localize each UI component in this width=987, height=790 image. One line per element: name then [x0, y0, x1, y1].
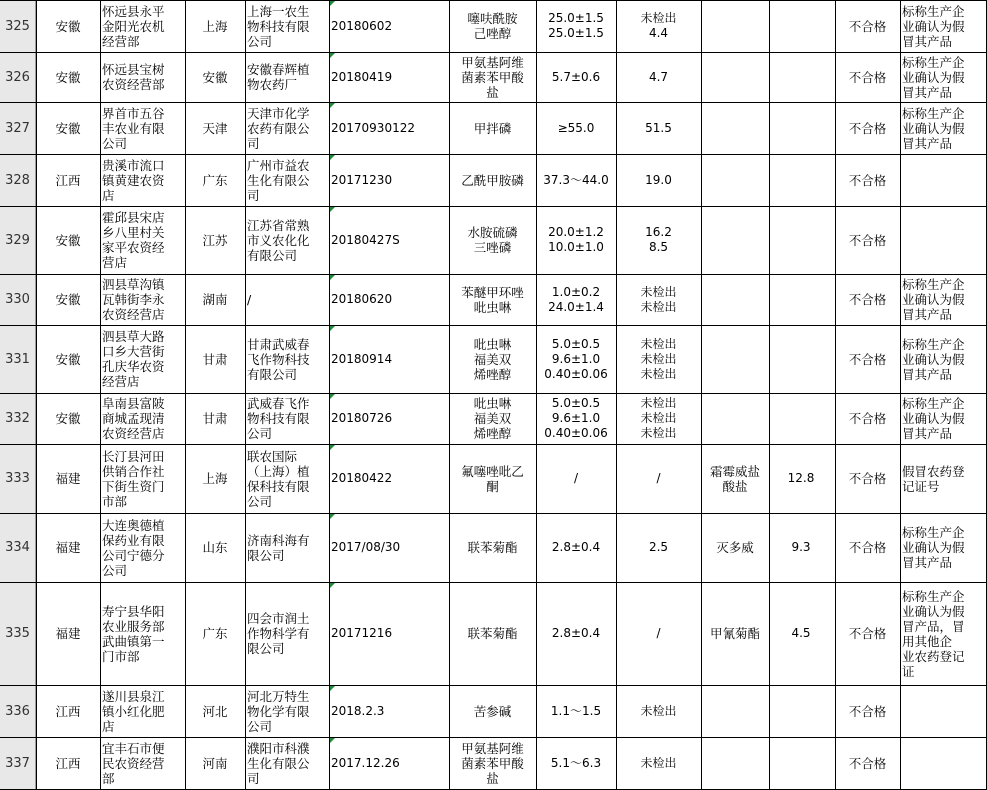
- cell-other[interactable]: [701, 737, 769, 790]
- cell-origin[interactable]: 山东: [202, 540, 228, 555]
- cell-origin[interactable]: 广东: [202, 172, 228, 188]
- cell-other[interactable]: [701, 685, 769, 737]
- cell-batch[interactable]: 2017/08/30: [331, 540, 401, 554]
- cell-found[interactable]: 未检出 未检出 未检出: [640, 396, 677, 440]
- cell-declared[interactable]: 5.1～6.3: [550, 756, 602, 770]
- cell-other-val[interactable]: [769, 393, 833, 444]
- cell-result[interactable]: 不合格: [848, 703, 887, 719]
- cell-province[interactable]: 安徽: [55, 232, 81, 248]
- cell-province[interactable]: 安徽: [55, 69, 81, 85]
- cell-other[interactable]: 霜霉威盐 酸盐: [709, 463, 760, 494]
- text-number-flag-icon: [330, 514, 335, 519]
- cell-found[interactable]: 2.5: [648, 540, 669, 554]
- cell-note[interactable]: [900, 737, 987, 790]
- cell-batch[interactable]: 20180427S: [331, 232, 400, 247]
- cell-other-val[interactable]: 4.5: [791, 626, 811, 640]
- cell-seller[interactable]: 泗县草大路 口乡大营街 孔庆华农资 经营店: [102, 329, 165, 389]
- text-number-flag-icon: [330, 275, 335, 280]
- cell-ingredient[interactable]: 苦参碱: [473, 703, 512, 719]
- text-number-flag-icon: [330, 394, 335, 399]
- row-header[interactable]: 335: [0, 582, 36, 685]
- cell-seller[interactable]: 遂川县泉江 镇小红化肥 店: [102, 688, 165, 734]
- cell-other[interactable]: 甲氰菊酯: [709, 626, 760, 641]
- cell-other-val[interactable]: 12.8: [787, 471, 815, 485]
- cell-seller[interactable]: 怀远县宝树 农资经营部: [102, 62, 165, 92]
- cell-seller[interactable]: 寿宁县华阳 农业服务部 武曲镇第一 门市部: [102, 603, 165, 664]
- cell-maker[interactable]: 联农国际 （上海）植 保科技有限 公司: [247, 448, 310, 509]
- cell-result[interactable]: 不合格: [848, 756, 887, 771]
- cell-seller[interactable]: 界首市五谷 丰农业有限 公司: [102, 105, 165, 151]
- cell-declared[interactable]: 20.0±1.2 10.0±1.0: [548, 225, 604, 254]
- cell-province[interactable]: 安徽: [55, 411, 81, 426]
- cell-note[interactable]: 标称生产企 业确认为假 冒其产品: [902, 336, 965, 382]
- row-header[interactable]: 333: [0, 444, 36, 513]
- cell-seller[interactable]: 泗县草沟镇 瓦韩街李永 农资经营店: [102, 277, 165, 322]
- text-number-flag-icon: [330, 583, 335, 588]
- text-number-flag-icon: [330, 326, 335, 331]
- cell-result[interactable]: 不合格: [848, 172, 887, 188]
- cell-result[interactable]: 不合格: [848, 292, 887, 307]
- cell-note[interactable]: 标称生产企 业确认为假 冒其产品: [902, 54, 965, 100]
- cell-batch[interactable]: 20180726: [331, 411, 393, 425]
- cell-note[interactable]: 标称生产企 业确认为假 冒其产品: [902, 105, 965, 151]
- cell-origin[interactable]: 天津: [202, 120, 228, 136]
- cell-result[interactable]: 不合格: [848, 232, 887, 248]
- text-number-flag-icon: [330, 207, 335, 212]
- cell-maker[interactable]: 甘肃武威春 飞作物科技 有限公司: [247, 336, 310, 382]
- cell-other-val[interactable]: 9.3: [791, 540, 811, 554]
- cell-batch[interactable]: 20170930122: [331, 120, 415, 135]
- cell-note[interactable]: 标称生产企 业确认为假 冒其产品: [902, 3, 965, 49]
- cell-result[interactable]: 不合格: [848, 471, 887, 486]
- cell-other[interactable]: [701, 393, 769, 444]
- cell-batch[interactable]: 20180602: [331, 18, 393, 33]
- cell-declared[interactable]: 37.3～44.0: [543, 172, 609, 187]
- cell-province[interactable]: 江西: [55, 172, 81, 188]
- cell-batch[interactable]: 20180419: [331, 69, 393, 84]
- cell-other-val[interactable]: [769, 0, 833, 52]
- row-header[interactable]: 337: [0, 737, 36, 790]
- cell-origin[interactable]: 江苏: [202, 232, 228, 248]
- cell-province[interactable]: 安徽: [55, 18, 81, 34]
- cell-result[interactable]: 不合格: [848, 411, 887, 426]
- cell-found[interactable]: 16.2 8.5: [645, 225, 672, 254]
- row-header[interactable]: 329: [0, 206, 36, 274]
- cell-other[interactable]: [701, 274, 769, 325]
- cell-other-val[interactable]: [769, 325, 833, 393]
- cell-other-val[interactable]: [769, 685, 833, 737]
- text-number-flag-icon: [330, 738, 335, 743]
- cell-maker[interactable]: 四会市润土 作物科学有 限公司: [247, 611, 310, 656]
- cell-batch[interactable]: 20171230: [331, 172, 393, 187]
- cell-ingredient[interactable]: 苯醚甲环唑 吡虫啉: [461, 284, 524, 315]
- cell-maker[interactable]: 安徽春辉植 物农药厂: [247, 62, 310, 92]
- cell-note[interactable]: 标称生产企 业确认为假 冒其产品: [902, 525, 965, 570]
- cell-province[interactable]: 福建: [55, 626, 81, 641]
- cell-note[interactable]: 假冒农药登 记证号: [902, 463, 965, 494]
- cell-batch[interactable]: 2017.12.26: [331, 756, 400, 770]
- cell-province[interactable]: 江西: [55, 703, 81, 719]
- cell-batch[interactable]: 20180422: [331, 471, 393, 485]
- cell-other-val[interactable]: [769, 274, 833, 325]
- row-header[interactable]: 325: [0, 0, 36, 52]
- cell-declared[interactable]: 25.0±1.5 25.0±1.5: [548, 11, 604, 40]
- cell-result[interactable]: 不合格: [848, 540, 887, 555]
- cell-ingredient[interactable]: 甲氨基阿维 菌素苯甲酸 盐: [461, 741, 524, 786]
- row-header[interactable]: 331: [0, 325, 36, 393]
- cell-batch[interactable]: 20180620: [331, 292, 393, 306]
- row-header[interactable]: 332: [0, 393, 36, 444]
- cell-ingredient[interactable]: 水胺硫磷 三唑磷: [467, 225, 518, 255]
- cell-origin[interactable]: 河北: [202, 703, 228, 719]
- cell-found[interactable]: /: [656, 626, 661, 640]
- cell-maker[interactable]: 武威春飞作 物科技有限 公司: [247, 396, 310, 441]
- cell-province[interactable]: 江西: [55, 756, 81, 771]
- cell-found[interactable]: 4.7: [648, 69, 669, 84]
- cell-found[interactable]: 未检出 4.4: [640, 11, 677, 40]
- cell-other[interactable]: [701, 206, 769, 274]
- cell-ingredient[interactable]: 甲氨基阿维 菌素苯甲酸 盐: [461, 54, 524, 100]
- cell-ingredient[interactable]: 噻呋酰胺 己唑醇: [467, 11, 518, 41]
- cell-maker[interactable]: /: [247, 292, 252, 307]
- cell-found[interactable]: 51.5: [645, 120, 672, 135]
- cell-found[interactable]: 未检出: [640, 756, 677, 770]
- cell-maker[interactable]: 济南科海有 限公司: [247, 532, 310, 563]
- cell-note[interactable]: [900, 206, 987, 274]
- cell-maker[interactable]: 广州市益农 生化有限公 司: [247, 157, 310, 203]
- cell-other[interactable]: 灭多威: [716, 540, 754, 555]
- cell-origin[interactable]: 上海: [202, 471, 228, 486]
- row-header[interactable]: 328: [0, 154, 36, 206]
- cell-other[interactable]: [701, 154, 769, 206]
- row-header[interactable]: 327: [0, 102, 36, 154]
- cell-province[interactable]: 安徽: [55, 292, 81, 307]
- cell-note[interactable]: 标称生产企 业确认为假 冒产品，冒 用其他企 业农药登记 证: [902, 588, 965, 679]
- cell-declared[interactable]: 2.8±0.4: [551, 626, 601, 640]
- text-number-flag-icon: [330, 686, 335, 691]
- cell-result[interactable]: 不合格: [848, 69, 887, 85]
- cell-result[interactable]: 不合格: [848, 120, 887, 136]
- text-number-flag-icon: [330, 1, 335, 6]
- cell-ingredient[interactable]: 乙酰甲胺磷: [461, 172, 524, 188]
- cell-seller[interactable]: 长汀县河田 供销合作社 下街生资门 市部: [102, 448, 165, 509]
- cell-found[interactable]: 19.0: [645, 172, 672, 187]
- cell-other-val[interactable]: [769, 154, 833, 206]
- cell-seller[interactable]: 大连奥德植 保药业有限 公司宁德分 公司: [102, 517, 165, 578]
- cell-origin[interactable]: 甘肃: [202, 411, 228, 426]
- cell-result[interactable]: 不合格: [848, 18, 887, 34]
- cell-other[interactable]: [701, 0, 769, 52]
- cell-seller[interactable]: 霍邱县宋店 乡八里村关 家平农资经 营店: [102, 210, 165, 270]
- cell-ingredient[interactable]: 联苯菊酯: [467, 626, 518, 641]
- cell-other[interactable]: [701, 52, 769, 102]
- cell-origin[interactable]: 广东: [202, 626, 228, 641]
- cell-note[interactable]: 标称生产企 业确认为假 冒其产品: [902, 277, 965, 322]
- cell-ingredient[interactable]: 吡虫啉 福美双 烯唑醇: [473, 396, 512, 441]
- cell-province[interactable]: 福建: [55, 540, 81, 555]
- cell-seller[interactable]: 贵溪市流口 镇黄建农资 店: [102, 157, 165, 203]
- cell-seller[interactable]: 宜丰石市便 民农资经营 部: [102, 741, 165, 786]
- cell-found[interactable]: /: [656, 471, 661, 485]
- cell-province[interactable]: 福建: [55, 471, 81, 486]
- cell-declared[interactable]: ≥55.0: [557, 120, 595, 135]
- cell-seller[interactable]: 阜南县富陂 商城孟现清 农资经营店: [102, 396, 165, 441]
- cell-batch[interactable]: 20180914: [331, 351, 393, 366]
- cell-seller[interactable]: 怀远县永平 金阳光农机 经营部: [102, 3, 165, 49]
- cell-ingredient[interactable]: 联苯菊酯: [467, 540, 518, 555]
- row-header[interactable]: 326: [0, 52, 36, 102]
- cell-maker[interactable]: 河北万特生 物化学有限 公司: [247, 688, 310, 734]
- cell-other-val[interactable]: [769, 737, 833, 790]
- cell-batch[interactable]: 2018.2.3: [331, 703, 385, 718]
- cell-result[interactable]: 不合格: [848, 351, 887, 367]
- cell-found[interactable]: 未检出: [640, 703, 677, 718]
- cell-declared[interactable]: /: [573, 471, 579, 485]
- cell-maker[interactable]: 濮阳市科濮 生化有限公 司: [247, 741, 310, 786]
- cell-found[interactable]: 未检出 未检出: [640, 284, 677, 314]
- cell-declared[interactable]: 1.0±0.2 24.0±1.4: [548, 284, 604, 314]
- cell-note[interactable]: [900, 154, 987, 206]
- cell-ingredient[interactable]: 甲拌磷: [473, 120, 512, 136]
- text-number-flag-icon: [330, 155, 335, 160]
- cell-other[interactable]: [701, 102, 769, 154]
- cell-declared[interactable]: 2.8±0.4: [551, 540, 601, 554]
- cell-maker[interactable]: 江苏省常熟 市义农化化 有限公司: [247, 217, 310, 263]
- text-number-flag-icon: [330, 445, 335, 450]
- cell-province[interactable]: 安徽: [55, 351, 81, 367]
- cell-declared[interactable]: 5.7±0.6: [551, 69, 601, 84]
- cell-note[interactable]: [900, 685, 987, 737]
- cell-province[interactable]: 安徽: [55, 120, 81, 136]
- cell-result[interactable]: 不合格: [848, 626, 887, 641]
- cell-other[interactable]: [701, 325, 769, 393]
- text-number-flag-icon: [330, 103, 335, 108]
- cell-batch[interactable]: 20171216: [331, 626, 393, 640]
- cell-other-val[interactable]: [769, 102, 833, 154]
- cell-other-val[interactable]: [769, 52, 833, 102]
- cell-other-val[interactable]: [769, 206, 833, 274]
- cell-origin[interactable]: 甘肃: [202, 351, 228, 367]
- cell-declared[interactable]: 5.0±0.5 9.6±1.0 0.40±0.06: [544, 396, 608, 440]
- text-number-flag-icon: [330, 53, 335, 58]
- cell-origin[interactable]: 河南: [202, 756, 228, 771]
- cell-origin[interactable]: 安徽: [202, 69, 228, 85]
- cell-note[interactable]: 标称生产企 业确认为假 冒其产品: [902, 396, 965, 441]
- cell-declared[interactable]: 5.0±0.5 9.6±1.0 0.40±0.06: [544, 336, 608, 381]
- cell-ingredient[interactable]: 氟噻唑吡乙 酮: [461, 463, 524, 494]
- cell-ingredient[interactable]: 吡虫啉 福美双 烯唑醇: [473, 336, 512, 382]
- cell-origin[interactable]: 上海: [202, 18, 228, 34]
- row-header[interactable]: 334: [0, 513, 36, 582]
- row-header[interactable]: 330: [0, 274, 36, 325]
- cell-maker[interactable]: 天津市化学 农药有限公 司: [247, 105, 310, 151]
- cell-maker[interactable]: 上海一农生 物科技有限 公司: [247, 3, 310, 49]
- cell-declared[interactable]: 1.1～1.5: [550, 703, 602, 718]
- cell-found[interactable]: 未检出 未检出 未检出: [640, 336, 677, 381]
- row-header[interactable]: 336: [0, 685, 36, 737]
- cell-origin[interactable]: 湖南: [202, 292, 228, 307]
